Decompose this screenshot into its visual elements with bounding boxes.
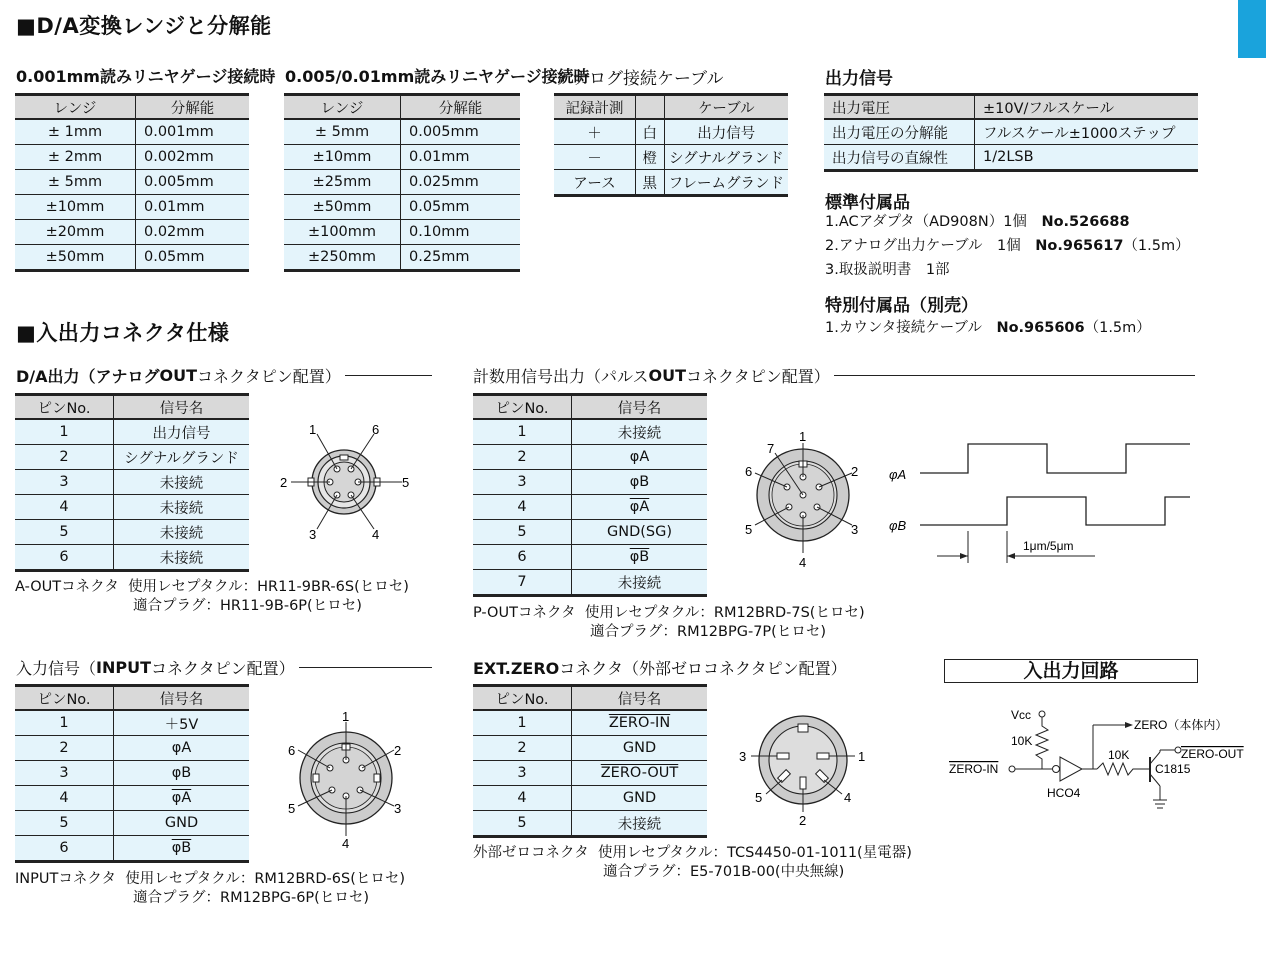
waveform-label-a: φA (889, 467, 907, 482)
note-label: P-OUTコネクタ (473, 605, 576, 621)
cell-resolution: 0.05mm (401, 195, 521, 220)
note-line: 適合プラグ：RM12BPG-7P(ヒロセ) (590, 624, 826, 640)
analog-cable-title: アナログ接続ケーブル (555, 69, 724, 89)
note-label: A-OUTコネクタ (15, 579, 119, 595)
accessory-code: No.965606 (996, 320, 1085, 336)
r1-label: 10K (1011, 734, 1033, 748)
table-row (15, 836, 249, 862)
header-pin: ピンNo. (15, 686, 114, 711)
cell-resolution: 0.005mm (136, 170, 250, 195)
title-part: コネクタピン配置） (197, 367, 341, 386)
cell-value: ±10V/フルスケール (975, 95, 1199, 120)
table-row (15, 811, 249, 836)
pin-label: 5 (402, 475, 410, 490)
r2-label: 10K (1108, 748, 1130, 762)
cell-range: ±50mm (15, 245, 136, 271)
cell-signal: $\overline{\varphi B}$ (572, 545, 708, 570)
title-part: コネクタピン配置） (151, 659, 295, 678)
cell-pin: 5 (473, 520, 572, 545)
accessory-suffix: （1.5m） (1084, 320, 1151, 336)
table-row (15, 545, 249, 571)
cell-signal: GND (572, 786, 708, 811)
pin-label: 7 (767, 441, 775, 456)
cell-pin: 1 (15, 419, 114, 445)
header-pin: ピンNo. (15, 395, 114, 420)
cell-resolution: 0.25mm (401, 245, 521, 271)
cell-color: 黒 (635, 170, 664, 196)
output-signal-table (824, 93, 1198, 172)
table-row (473, 570, 707, 596)
range-table-1 (15, 93, 249, 272)
cell-pin: 1 (473, 710, 572, 736)
table-row (284, 195, 520, 220)
pin-label: 3 (851, 522, 859, 537)
da-output-title (16, 364, 432, 387)
title-part: コネクタピン配置） (686, 367, 830, 386)
pin-label: 5 (288, 801, 296, 816)
cell-pin: 6 (15, 545, 114, 571)
accessory-text: 1.ACアダプタ（AD908N）1個 (825, 214, 1027, 230)
cell-range: ±50mm (284, 195, 401, 220)
interval-label: 1μm/5μm (1023, 539, 1074, 553)
note-label: INPUTコネクタ (15, 871, 117, 887)
cell-resolution: 0.01mm (136, 195, 250, 220)
note-line: 適合プラグ：E5-701B-00(中央無線) (603, 864, 845, 880)
cell-pin: 7 (473, 570, 572, 596)
cell-value: 1/2LSB (975, 145, 1199, 171)
pin-label: 1 (309, 422, 317, 437)
header-pin: ピンNo. (473, 686, 572, 711)
cell-terminal: － (554, 145, 635, 170)
cell-pin: 2 (473, 736, 572, 761)
pin-label: 2 (799, 813, 807, 828)
table-row (15, 145, 249, 170)
pin-label: 2 (851, 464, 859, 479)
cell-pin: 4 (15, 786, 114, 811)
note-line: 適合プラグ：RM12BPG-6P(ヒロセ) (133, 890, 369, 906)
cell-signal: 未接続 (114, 495, 250, 520)
pin-label: 2 (280, 475, 288, 490)
range-table-2-title: 0.005/0.01mm読みリニヤゲージ接続時 (285, 67, 590, 86)
table-row (15, 710, 249, 736)
note-line: 適合プラグ：HR11-9B-6P(ヒロセ) (133, 598, 362, 614)
table-row (824, 95, 1198, 120)
cell-resolution: 0.005mm (401, 119, 521, 145)
pulse-output-title (473, 364, 1195, 387)
pin-label: 1 (342, 709, 350, 724)
pin-label: 4 (844, 790, 852, 805)
table-row (15, 195, 249, 220)
title-part: D/A出力（アナログ (16, 367, 160, 386)
io-circuit-title: 入出力回路 (944, 659, 1198, 683)
table-row (473, 520, 707, 545)
cell-signal: GND (114, 811, 250, 836)
table-row (473, 710, 707, 736)
table-row (15, 245, 249, 271)
cell-range: ± 5mm (284, 119, 401, 145)
input-signal-note (15, 870, 405, 908)
header-range: レンジ (15, 95, 136, 120)
pin-label: 3 (309, 527, 317, 542)
table-row (15, 119, 249, 145)
cell-pin: 3 (15, 470, 114, 495)
note-line: 使用レセプタクル：TCS4450-01-1011(星電器) (597, 845, 912, 861)
accessory-code: No.526688 (1041, 214, 1130, 230)
note-line: 使用レセプタクル：RM12BRD-6S(ヒロセ) (125, 871, 406, 887)
cell-signal: 未接続 (572, 419, 708, 445)
table-row (473, 811, 707, 837)
ext-zero-pin-table (473, 684, 707, 838)
header-signal: 信号名 (572, 395, 708, 420)
zero-out-label: ZERO-OUT (1181, 747, 1244, 761)
standard-accessories-title: 標準付属品 (825, 193, 910, 213)
table-row (15, 170, 249, 195)
pin-label: 4 (372, 527, 380, 542)
ext-zero-note (473, 844, 912, 882)
cell-signal: $\overline{\varphi A}$ (114, 786, 250, 811)
cell-pin: 4 (473, 786, 572, 811)
title-part: 計数用信号出力（パルス (473, 367, 649, 386)
cell-cable: 出力信号 (664, 119, 788, 145)
cell-signal: 未接続 (114, 520, 250, 545)
table-row (284, 220, 520, 245)
cell-resolution: 0.05mm (136, 245, 250, 271)
table-header-row (473, 395, 707, 420)
cell-value: フルスケール±1000ステップ (975, 119, 1199, 145)
pin-label: 6 (372, 422, 380, 437)
cell-resolution: 0.001mm (136, 119, 250, 145)
cell-signal: ZERO-OUT (572, 761, 708, 786)
cell-signal: φA (572, 445, 708, 470)
cell-pin: 1 (15, 710, 114, 736)
accessory-text: 1.カウンタ接続ケーブル (825, 320, 982, 336)
cell-label: 出力電圧 (824, 95, 975, 120)
list-item (825, 210, 1190, 234)
pin-label: 6 (745, 464, 753, 479)
cell-pin: 6 (473, 545, 572, 570)
table-header-row (284, 95, 520, 120)
table-row (473, 736, 707, 761)
table-row (15, 220, 249, 245)
cell-range: ±250mm (284, 245, 401, 271)
list-item (825, 234, 1190, 258)
table-header-row (554, 95, 788, 120)
header-color (635, 95, 664, 120)
waveform-label-b: φB (889, 518, 907, 533)
header-signal: 信号名 (114, 395, 250, 420)
special-accessories-title: 特別付属品（別売） (825, 296, 978, 316)
cell-range: ± 1mm (15, 119, 136, 145)
standard-accessories-list (825, 210, 1190, 282)
pin-label: 2 (394, 743, 402, 758)
title-part: OUT (159, 366, 198, 385)
accessory-suffix: （1.5m） (1123, 238, 1190, 254)
cell-signal: $\overline{\varphi B}$ (114, 836, 250, 862)
vcc-label: Vcc (1011, 708, 1032, 722)
cell-label: 出力信号の直線性 (824, 145, 975, 171)
table-row (15, 445, 249, 470)
table-row (824, 145, 1198, 171)
note-label: 外部ゼロコネクタ (473, 845, 589, 861)
cell-range: ±10mm (15, 195, 136, 220)
cell-range: ± 2mm (15, 145, 136, 170)
cell-cable: シグナルグランド (664, 145, 788, 170)
cell-signal: 出力信号 (114, 419, 250, 445)
title-part: OUT (648, 366, 687, 385)
cell-label: 出力電圧の分解能 (824, 119, 975, 145)
table-row (473, 786, 707, 811)
cell-pin: 1 (473, 419, 572, 445)
divider (299, 667, 432, 668)
pulse-waveform-diagram (885, 435, 1195, 570)
pin-label: 5 (755, 790, 763, 805)
pin-label: 6 (288, 743, 296, 758)
table-row (473, 495, 707, 520)
table-row (15, 495, 249, 520)
note-line: 使用レセプタクル：RM12BRD-7S(ヒロセ) (584, 605, 865, 621)
cell-resolution: 0.01mm (401, 145, 521, 170)
cell-pin: 3 (15, 761, 114, 786)
cell-range: ±100mm (284, 220, 401, 245)
table-row (473, 419, 707, 445)
cell-color: 白 (635, 119, 664, 145)
accessory-text: 3.取扱説明書 1部 (825, 262, 950, 278)
title-part: コネクタ（外部ゼロコネクタピン配置） (559, 659, 847, 678)
table-row (15, 520, 249, 545)
title-part: INPUT (96, 658, 151, 677)
cell-range: ±25mm (284, 170, 401, 195)
waveform-b (920, 497, 1190, 525)
pulse-output-pin-table (473, 393, 707, 597)
header-pin: ピンNo. (473, 395, 572, 420)
header-range: レンジ (284, 95, 401, 120)
ext-zero-title (473, 656, 847, 679)
table-row (15, 761, 249, 786)
accessory-code: No.965617 (1035, 238, 1124, 254)
table-row (15, 419, 249, 445)
table-row (15, 786, 249, 811)
cell-pin: 2 (15, 445, 114, 470)
cell-terminal: ＋ (554, 119, 635, 145)
table-row (554, 170, 788, 196)
cell-pin: 6 (15, 836, 114, 862)
pulse-output-note (473, 604, 865, 642)
table-row (284, 245, 520, 271)
list-item (825, 258, 1190, 282)
header-resolution: 分解能 (136, 95, 250, 120)
pulse-output-connector-diagram (735, 425, 870, 575)
table-header-row (15, 95, 249, 120)
table-row (15, 736, 249, 761)
table-row (473, 470, 707, 495)
cell-pin: 2 (473, 445, 572, 470)
cell-cable: フレームグランド (664, 170, 788, 196)
waveform-a (920, 444, 1190, 473)
cell-pin: 5 (15, 811, 114, 836)
table-header-row (473, 686, 707, 711)
title-part: 入力信号（ (16, 659, 97, 678)
accessory-text: 2.アナログ出力ケーブル 1個 (825, 238, 1021, 254)
cell-signal: $\overline{\varphi A}$ (572, 495, 708, 520)
table-row (473, 761, 707, 786)
section-title-io: ■入出力コネクタ仕様 (16, 321, 230, 345)
title-part: EXT.ZERO (473, 659, 560, 678)
table-row (554, 145, 788, 170)
header-resolution: 分解能 (401, 95, 521, 120)
pin-label: 3 (394, 801, 402, 816)
cell-pin: 3 (473, 761, 572, 786)
io-circuit-diagram (945, 700, 1260, 820)
zero-internal-label: ZERO（本体内） (1134, 718, 1228, 732)
cell-signal: GND (572, 736, 708, 761)
table-row (284, 170, 520, 195)
pin-label: 3 (739, 749, 747, 764)
table-row (473, 445, 707, 470)
cell-signal: シグナルグランド (114, 445, 250, 470)
input-signal-title (16, 656, 432, 679)
header-cable: ケーブル (664, 95, 788, 120)
zero-in-label: ZERO-IN (949, 762, 999, 776)
table-row (284, 119, 520, 145)
cell-pin: 5 (15, 520, 114, 545)
divider (834, 375, 1195, 376)
table-header-row (15, 395, 249, 420)
cell-signal: 未接続 (114, 545, 250, 571)
pin-label: 5 (745, 522, 753, 537)
pin-label: 1 (858, 749, 866, 764)
range-table-1-title: 0.001mm読みリニヤゲージ接続時 (16, 67, 276, 86)
pin-label: 4 (342, 836, 350, 851)
output-signal-title: 出力信号 (825, 69, 893, 89)
cell-signal: φB (114, 761, 250, 786)
cell-signal: φA (114, 736, 250, 761)
ext-zero-connector-diagram (730, 710, 875, 830)
header-recorder: 記録計測 (554, 95, 635, 120)
cell-signal: ZERO-IN (572, 710, 708, 736)
pin-label: 4 (799, 555, 807, 570)
cell-pin: 4 (15, 495, 114, 520)
cell-signal: GND(SG) (572, 520, 708, 545)
table-row (284, 145, 520, 170)
cell-range: ±20mm (15, 220, 136, 245)
input-signal-connector-diagram (280, 706, 415, 854)
section-title-da: ■D/A変換レンジと分解能 (16, 14, 272, 38)
ic-label: HCO4 (1047, 786, 1081, 800)
da-output-pin-table (15, 393, 249, 572)
table-header-row (15, 686, 249, 711)
table-row (473, 545, 707, 570)
list-item (825, 316, 1151, 340)
range-table-2 (284, 93, 520, 272)
input-signal-pin-table (15, 684, 249, 863)
cell-resolution: 0.10mm (401, 220, 521, 245)
cell-signal: φB (572, 470, 708, 495)
table-row (15, 470, 249, 495)
cell-terminal: アース (554, 170, 635, 196)
table-row (824, 119, 1198, 145)
cell-pin: 4 (473, 495, 572, 520)
cell-signal: 未接続 (114, 470, 250, 495)
pin-label: 1 (799, 429, 807, 444)
cell-signal: 未接続 (572, 811, 708, 837)
cell-range: ±10mm (284, 145, 401, 170)
cell-signal: ＋5V (114, 710, 250, 736)
header-signal: 信号名 (114, 686, 250, 711)
divider (345, 375, 432, 376)
table-row (554, 119, 788, 145)
cell-pin: 3 (473, 470, 572, 495)
note-line: 使用レセプタクル：HR11-9BR-6S(ヒロセ) (128, 579, 409, 595)
cell-resolution: 0.025mm (401, 170, 521, 195)
da-output-note (15, 578, 409, 616)
cell-pin: 5 (473, 811, 572, 837)
transistor-label: C1815 (1155, 762, 1191, 776)
header-signal: 信号名 (572, 686, 708, 711)
da-output-connector-diagram (272, 418, 422, 548)
cell-color: 橙 (635, 145, 664, 170)
cell-signal: 未接続 (572, 570, 708, 596)
cell-resolution: 0.02mm (136, 220, 250, 245)
analog-cable-table (554, 93, 788, 197)
cell-pin: 2 (15, 736, 114, 761)
header-accent-bar (1238, 0, 1266, 58)
cell-range: ± 5mm (15, 170, 136, 195)
cell-resolution: 0.002mm (136, 145, 250, 170)
